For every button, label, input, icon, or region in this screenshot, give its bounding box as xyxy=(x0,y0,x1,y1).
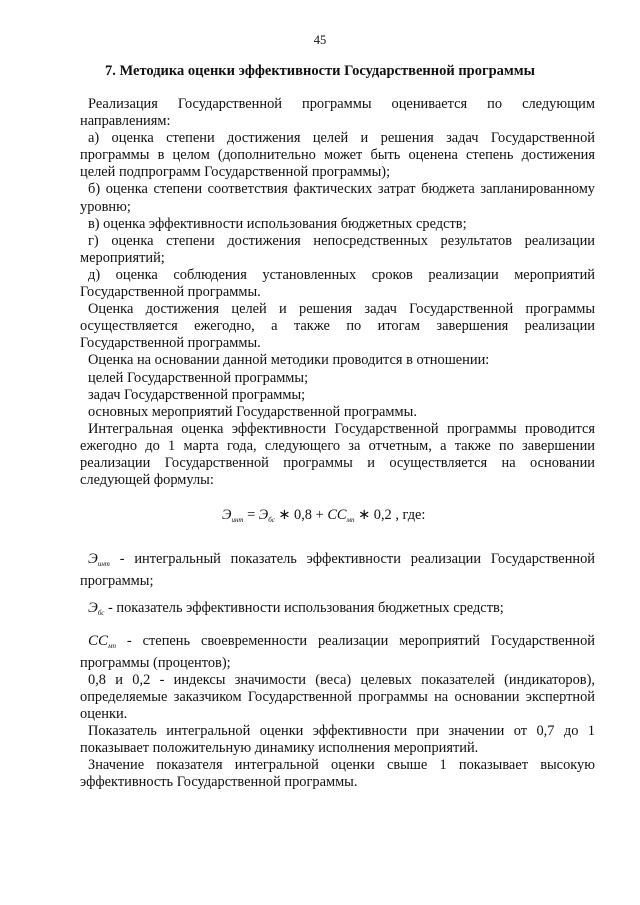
paragraph: основных мероприятий Государственной программы. xyxy=(88,403,417,420)
paragraph: а) оценка степени достижения целей и решения задач Государственной программы в целом (дополнительно может быть оценена степень достижения целей подпрограмм Государственной программы); xyxy=(80,130,595,181)
formula-weight-1: ∗ 0,8 + xyxy=(274,507,328,524)
paragraph: Реализация Государственной программы оценивается по следующим направлениям: xyxy=(80,96,595,130)
page-number: 45 xyxy=(313,33,327,47)
legend-item: $Э_{бс}$ - показатель эффективности использования бюджетных средств; xyxy=(88,600,504,618)
legend-item: $Э_{инт}$ - интегральный показатель эффективности реализации Государственной программы; xyxy=(80,551,595,590)
integral-formula xyxy=(80,507,595,529)
paragraph: Интегральная оценка эффективности Государственной программы проводится ежегодно до 1 марта года, следующего за отчетным, а также по завершении реализации Государственной программы и осуществляется на основании следующей формулы: xyxy=(80,420,595,489)
paragraph: г) оценка степени достижения непосредственных результатов реализации мероприятий; xyxy=(80,232,595,266)
formula-legend xyxy=(80,551,595,671)
paragraph: б) оценка степени соответствия фактических затрат бюджета запланированному уровню; xyxy=(80,181,595,215)
formula-lhs: $Э_{инт}$ xyxy=(222,507,244,525)
paragraph: в) оценка эффективности использования бюджетных средств; xyxy=(88,215,467,232)
paragraph: Значение показателя интегральной оценки свыше 1 показывает высокую эффективность Государственной программы. xyxy=(80,757,595,791)
paragraph: задач Государственной программы; xyxy=(88,386,306,403)
paragraph: Оценка достижения целей и решения задач Государственной программы осуществляется ежегодно, а также по итогам завершения реализации Государственной программы. xyxy=(80,301,595,352)
section-title: 7. Методика оценки эффективности Государственной программы xyxy=(105,63,535,79)
legend-item: $СС_{мп}$ - степень своевременности реализации мероприятий Государственной программы (процентов); xyxy=(80,632,595,671)
paragraph: целей Государственной программы; xyxy=(88,369,309,386)
formula-term-budget: $Э_{бс}$ xyxy=(258,507,275,525)
formula-term-timeliness: $СС_{мп}$ xyxy=(327,507,355,525)
paragraph: Показатель интегральной оценки эффективности при значении от 0,7 до 1 показывает положительную динамику исполнения мероприятий. xyxy=(80,723,595,757)
body-text xyxy=(80,96,595,791)
paragraph: 0,8 и 0,2 - индексы значимости (веса) целевых показателей (индикаторов), определяемые заказчиком Государственной программы на основании экспертной оценки. xyxy=(80,671,595,722)
formula-eq: = xyxy=(243,507,259,524)
paragraph: Оценка на основании данной методики проводится в отношении: xyxy=(88,352,490,369)
formula-tail: , где: xyxy=(391,507,426,524)
paragraph: д) оценка соблюдения установленных сроков реализации мероприятий Государственной программы. xyxy=(80,266,595,301)
formula-weight-2: ∗ 0,2 xyxy=(354,507,392,524)
